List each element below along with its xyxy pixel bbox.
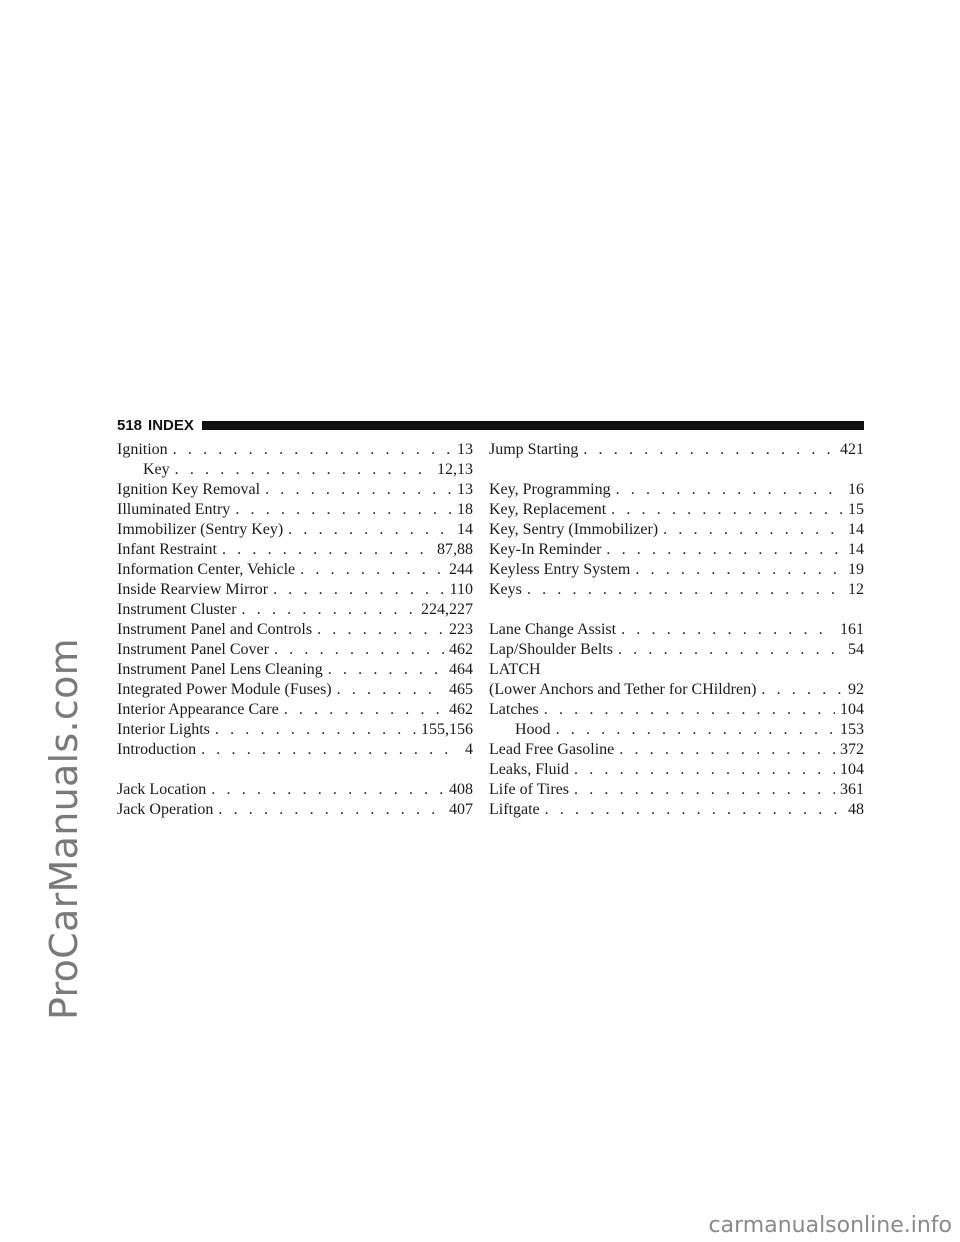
dot-leader bbox=[556, 720, 835, 740]
entry-page-ref: 15 bbox=[848, 501, 864, 518]
entry-page-ref: 16 bbox=[848, 481, 864, 498]
entry-label: Instrument Cluster bbox=[117, 601, 237, 618]
entry-label: Immobilizer (Sentry Key) bbox=[117, 521, 284, 538]
index-heading: LATCH bbox=[489, 661, 541, 678]
dot-leader bbox=[616, 480, 843, 500]
index-entry bbox=[117, 500, 473, 520]
entry-page-ref: 48 bbox=[848, 801, 864, 818]
dot-leader bbox=[663, 520, 843, 540]
entry-label: Instrument Panel Lens Cleaning bbox=[117, 661, 323, 678]
index-entry bbox=[117, 540, 473, 560]
entry-page-ref: 407 bbox=[449, 801, 473, 818]
index-entry bbox=[117, 680, 473, 700]
index-entry bbox=[117, 440, 473, 460]
entry-label: Infant Restraint bbox=[117, 541, 217, 558]
dot-leader bbox=[173, 440, 452, 460]
dot-leader bbox=[606, 540, 843, 560]
index-entry bbox=[489, 700, 864, 720]
dot-leader bbox=[328, 660, 444, 680]
entry-spacer bbox=[489, 460, 864, 480]
page-number: 518 bbox=[117, 416, 143, 434]
page-header bbox=[117, 413, 864, 437]
dot-leader bbox=[621, 620, 835, 640]
dot-leader bbox=[583, 440, 835, 460]
entry-spacer bbox=[489, 600, 864, 620]
index-entry bbox=[117, 480, 473, 500]
entry-page-ref: 372 bbox=[840, 741, 864, 758]
index-entry bbox=[489, 520, 864, 540]
dot-leader bbox=[527, 580, 843, 600]
index-entry bbox=[489, 620, 864, 640]
entry-page-ref: 224,227 bbox=[421, 601, 473, 618]
entry-page-ref: 12 bbox=[848, 581, 864, 598]
header-rule bbox=[202, 421, 864, 430]
dot-leader bbox=[574, 760, 835, 780]
entry-page-ref: 110 bbox=[449, 581, 473, 598]
index-entry bbox=[117, 700, 473, 720]
dot-leader bbox=[211, 780, 444, 800]
entry-label: Key bbox=[143, 461, 170, 478]
entry-label: Hood bbox=[515, 721, 551, 738]
entry-page-ref: 223 bbox=[449, 621, 473, 638]
entry-page-ref: 87,88 bbox=[437, 541, 473, 558]
index-subentry bbox=[489, 720, 864, 740]
entry-page-ref: 14 bbox=[848, 521, 864, 538]
entry-page-ref: 465 bbox=[449, 681, 473, 698]
entry-label: Integrated Power Module (Fuses) bbox=[117, 681, 332, 698]
dot-leader bbox=[317, 620, 444, 640]
index-entry bbox=[117, 580, 473, 600]
entry-label: Instrument Panel and Controls bbox=[117, 621, 313, 638]
dot-leader bbox=[175, 460, 432, 480]
dot-leader bbox=[545, 800, 843, 820]
entry-label: Key, Replacement bbox=[489, 501, 607, 518]
section-title: INDEX bbox=[148, 416, 194, 434]
entry-page-ref: 462 bbox=[449, 701, 473, 718]
entry-label: Ignition bbox=[117, 441, 168, 458]
entry-page-ref: 104 bbox=[840, 701, 864, 718]
dot-leader bbox=[274, 640, 444, 660]
index-entry bbox=[489, 780, 864, 800]
entry-page-ref: 104 bbox=[840, 761, 864, 778]
entry-page-ref: 155,156 bbox=[421, 721, 473, 738]
entry-page-ref: 54 bbox=[848, 641, 864, 658]
dot-leader bbox=[544, 700, 835, 720]
index-entry bbox=[489, 560, 864, 580]
entry-page-ref: 4 bbox=[465, 741, 473, 758]
entry-label: Key-In Reminder bbox=[489, 541, 602, 558]
index-column-right bbox=[489, 440, 864, 820]
entry-page-ref: 12,13 bbox=[437, 461, 473, 478]
entry-label: Jump Starting bbox=[489, 441, 579, 458]
dot-leader bbox=[242, 600, 416, 620]
entry-page-ref: 462 bbox=[449, 641, 473, 658]
dot-leader bbox=[618, 640, 843, 660]
entry-page-ref: 13 bbox=[457, 441, 473, 458]
entry-page-ref: 19 bbox=[848, 561, 864, 578]
entry-label: Interior Appearance Care bbox=[117, 701, 279, 718]
index-entry bbox=[489, 440, 864, 460]
entry-label: Leaks, Fluid bbox=[489, 761, 569, 778]
side-watermark: ProCarManuals.com bbox=[42, 638, 86, 1020]
index-entry bbox=[489, 640, 864, 660]
index-entry bbox=[489, 740, 864, 760]
entry-page-ref: 14 bbox=[457, 521, 473, 538]
entry-label: Instrument Panel Cover bbox=[117, 641, 269, 658]
entry-label: Jack Location bbox=[117, 781, 207, 798]
entry-page-ref: 464 bbox=[449, 661, 473, 678]
entry-page-ref: 244 bbox=[449, 561, 473, 578]
dot-leader bbox=[265, 480, 452, 500]
entry-page-ref: 14 bbox=[848, 541, 864, 558]
entry-label: Interior Lights bbox=[117, 721, 210, 738]
index-entry bbox=[489, 680, 864, 700]
dot-leader bbox=[284, 700, 444, 720]
entry-label: Lap/Shoulder Belts bbox=[489, 641, 613, 658]
index-column-left bbox=[117, 440, 473, 820]
entry-label: Jack Operation bbox=[117, 801, 214, 818]
index-entry bbox=[117, 720, 473, 740]
dot-leader bbox=[337, 680, 444, 700]
entry-label: Life of Tires bbox=[489, 781, 569, 798]
entry-label: Inside Rearview Mirror bbox=[117, 581, 269, 598]
dot-leader bbox=[215, 720, 416, 740]
entry-page-ref: 18 bbox=[457, 501, 473, 518]
index-entry bbox=[117, 740, 473, 760]
dot-leader bbox=[619, 740, 835, 760]
bottom-watermark: carmanualsonline.info bbox=[708, 1213, 952, 1238]
dot-leader bbox=[300, 560, 444, 580]
index-entry bbox=[117, 600, 473, 620]
entry-page-ref: 421 bbox=[840, 441, 864, 458]
entry-label: Latches bbox=[489, 701, 539, 718]
dot-leader bbox=[222, 540, 432, 560]
entry-page-ref: 161 bbox=[840, 621, 864, 638]
index-entry bbox=[489, 800, 864, 820]
index-entry bbox=[489, 480, 864, 500]
entry-label: Keyless Entry System bbox=[489, 561, 631, 578]
index-entry bbox=[117, 640, 473, 660]
entry-label: Information Center, Vehicle bbox=[117, 561, 296, 578]
entry-label: Illuminated Entry bbox=[117, 501, 231, 518]
index-entry bbox=[117, 780, 473, 800]
entry-page-ref: 408 bbox=[449, 781, 473, 798]
dot-leader bbox=[611, 500, 843, 520]
index-entry bbox=[489, 540, 864, 560]
dot-leader bbox=[201, 740, 460, 760]
index-entry bbox=[489, 760, 864, 780]
entry-label: Key, Programming bbox=[489, 481, 611, 498]
entry-label: Introduction bbox=[117, 741, 197, 758]
dot-leader bbox=[761, 680, 843, 700]
dot-leader bbox=[574, 780, 835, 800]
dot-leader bbox=[273, 580, 445, 600]
dot-leader bbox=[288, 520, 452, 540]
index-entry bbox=[117, 800, 473, 820]
entry-label: Keys bbox=[489, 581, 522, 598]
index-entry bbox=[489, 580, 864, 600]
entry-label: Lane Change Assist bbox=[489, 621, 617, 638]
entry-page-ref: 92 bbox=[848, 681, 864, 698]
dot-leader bbox=[235, 500, 452, 520]
entry-label: (Lower Anchors and Tether for CHildren) bbox=[489, 681, 757, 698]
index-subentry bbox=[117, 460, 473, 480]
entry-page-ref: 13 bbox=[457, 481, 473, 498]
index-entry bbox=[489, 500, 864, 520]
index-entry bbox=[117, 560, 473, 580]
dot-leader bbox=[635, 560, 843, 580]
index-entry bbox=[117, 520, 473, 540]
entry-label: Ignition Key Removal bbox=[117, 481, 261, 498]
dot-leader bbox=[218, 800, 444, 820]
index-entry bbox=[117, 660, 473, 680]
entry-label: Lead Free Gasoline bbox=[489, 741, 615, 758]
entry-page-ref: 361 bbox=[840, 781, 864, 798]
entry-spacer bbox=[117, 760, 473, 780]
entry-page-ref: 153 bbox=[840, 721, 864, 738]
entry-label: Liftgate bbox=[489, 801, 540, 818]
index-entry bbox=[117, 620, 473, 640]
entry-label: Key, Sentry (Immobilizer) bbox=[489, 521, 659, 538]
